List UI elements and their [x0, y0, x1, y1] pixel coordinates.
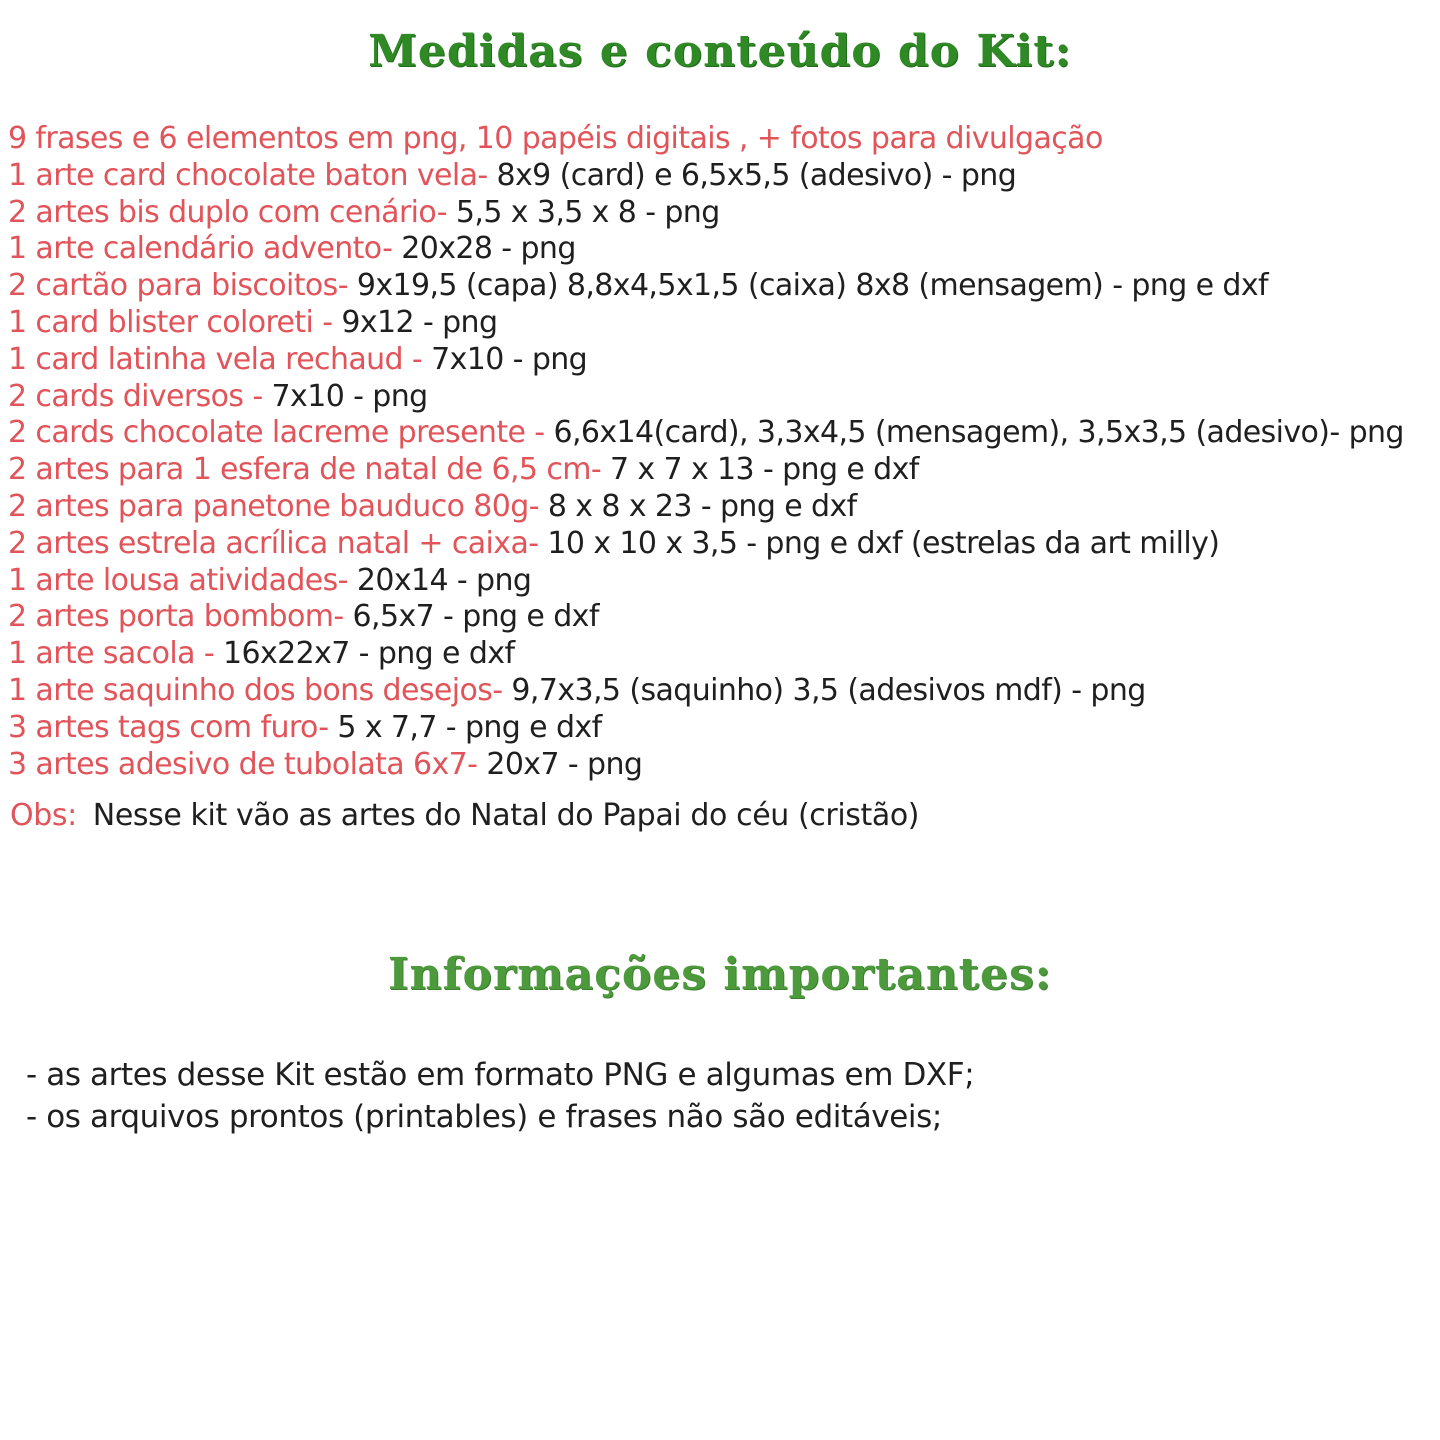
kit-item	[8, 305, 1404, 342]
kit-item	[8, 710, 1404, 747]
kit-item	[8, 563, 1404, 600]
kit-item-spec: 6,6x14(card), 3,3x4,5 (mensagem), 3,5x3,5 (adesivo)- png	[544, 415, 1404, 451]
kit-item	[8, 452, 1404, 489]
kit-item	[8, 195, 1404, 232]
kit-item	[8, 158, 1404, 195]
kit-item-spec: 6,5x7 - png e dxf	[343, 599, 599, 635]
obs-note	[10, 798, 919, 834]
kit-item-name: 2 cartão para biscoitos-	[8, 268, 348, 304]
kit-item-spec: 9x12 - png	[332, 304, 498, 340]
info-item: - os arquivos prontos (printables) e frases não são editáveis;	[26, 1099, 942, 1135]
kit-item-spec: 5,5 x 3,5 x 8 - png	[446, 194, 720, 230]
kit-item-name: 2 artes bis duplo com cenário-	[8, 194, 447, 230]
kit-item-spec: 16x22x7 - png e dxf	[214, 636, 515, 672]
kit-item-name: 2 artes para panetone bauduco 80g-	[8, 488, 539, 524]
kit-item	[8, 268, 1404, 305]
kit-item-name: 2 artes para 1 esfera de natal de 6,5 cm-	[8, 452, 602, 488]
kit-item-spec: 8 x 8 x 23 - png e dxf	[538, 488, 857, 524]
kit-contents-list	[8, 121, 1404, 783]
kit-item	[8, 415, 1404, 452]
kit-item	[8, 526, 1404, 563]
kit-item-name: 1 arte sacola -	[8, 636, 215, 672]
kit-item	[8, 747, 1404, 784]
info-item: - as artes desse Kit estão em formato PNG e algumas em DXF;	[26, 1057, 975, 1093]
kit-item	[8, 673, 1404, 710]
kit-item-name: 2 cards diversos -	[8, 378, 263, 414]
obs-label: Obs:	[10, 798, 77, 833]
important-info-heading: Informações importantes:	[387, 949, 1053, 1000]
kit-item-spec: 20x14 - png	[347, 562, 532, 598]
kit-item-name: 2 artes porta bombom-	[8, 599, 344, 635]
kit-item-spec: 10 x 10 x 3,5 - png e dxf (estrelas da art milly)	[538, 525, 1220, 561]
kit-item-spec: 20x28 - png	[392, 231, 576, 267]
kit-item-name: 9 frases e 6 elementos em png, 10 papéis digitais , + fotos para divulgação	[8, 121, 1103, 156]
obs-text: Nesse kit vão as artes do Natal do Papai do céu (cristão)	[92, 798, 920, 833]
kit-item-name: 1 card blister coloreti -	[8, 304, 333, 340]
kit-item	[8, 121, 1404, 158]
kit-item-spec: 8x9 (card) e 6,5x5,5 (adesivo) - png	[487, 157, 1017, 193]
kit-item-name: 2 cards chocolate lacreme presente -	[8, 415, 545, 451]
kit-contents-heading: Medidas e conteúdo do Kit:	[368, 26, 1072, 77]
kit-item	[8, 342, 1404, 379]
kit-item-name: 3 artes adesivo de tubolata 6x7-	[8, 746, 478, 782]
kit-item-name: 3 artes tags com furo-	[8, 709, 329, 745]
important-info-list	[26, 1054, 974, 1138]
kit-item	[8, 231, 1404, 268]
kit-item-name: 1 arte calendário advento-	[8, 231, 393, 267]
kit-item-name: 1 arte lousa atividades-	[8, 562, 348, 598]
kit-item-spec: 7x10 - png	[422, 341, 588, 377]
kit-item-name: 2 artes estrela acrílica natal + caixa-	[8, 525, 539, 561]
kit-item-spec: 7x10 - png	[262, 378, 428, 414]
kit-item	[8, 599, 1404, 636]
kit-item-spec: 7 x 7 x 13 - png e dxf	[601, 452, 919, 488]
kit-item-spec: 5 x 7,7 - png e dxf	[328, 709, 602, 745]
kit-item-name: 1 card latinha vela rechaud -	[8, 341, 423, 377]
kit-item-name: 1 arte card chocolate baton vela-	[8, 157, 488, 193]
kit-item	[8, 636, 1404, 673]
kit-item-name: 1 arte saquinho dos bons desejos-	[8, 672, 503, 708]
kit-item-spec: 9,7x3,5 (saquinho) 3,5 (adesivos mdf) - png	[502, 672, 1146, 708]
kit-item-spec: 20x7 - png	[477, 746, 643, 782]
kit-item-spec: 9x19,5 (capa) 8,8x4,5x1,5 (caixa) 8x8 (mensagem) - png e dxf	[347, 268, 1268, 304]
kit-item	[8, 379, 1404, 416]
kit-item	[8, 489, 1404, 526]
